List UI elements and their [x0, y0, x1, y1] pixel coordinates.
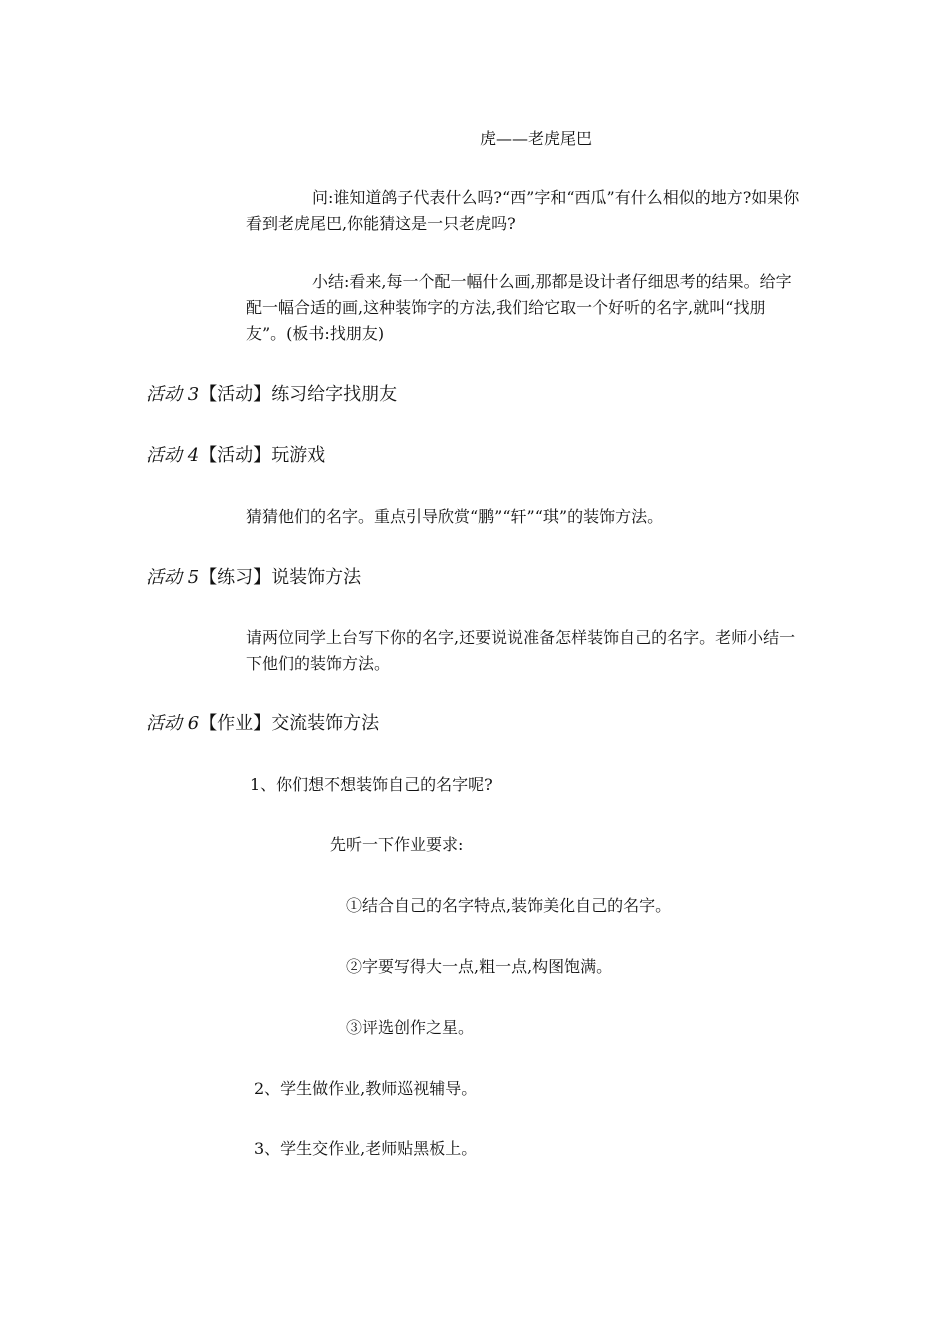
activity-3-title: 练习给字找朋友 [271, 384, 398, 405]
activity-6-prefix: 活动 6 [146, 713, 200, 734]
activity-6-tag: 【作业】 [199, 713, 272, 734]
activity-5-heading [146, 565, 361, 591]
page-top-line: 虎——老虎尾巴 [480, 129, 593, 148]
requirements-intro: 先听一下作业要求: [330, 835, 464, 854]
activity-3-prefix: 活动 3 [146, 384, 200, 405]
requirement-2: ②字要写得大一点,粗一点,构图饱满。 [346, 957, 613, 976]
activity-6-title: 交流装饰方法 [271, 713, 380, 734]
activity-4-text: 猜猜他们的名字。重点引导欣赏“鹏”“轩”“琪”的装饰方法。 [246, 507, 664, 526]
activity-5-text: 请两位同学上台写下你的名字,还要说说准备怎样装饰自己的名字。老师小结一下他们的装饰方法。 [246, 628, 796, 673]
requirement-1: ①结合自己的名字特点,装饰美化自己的名字。 [346, 896, 672, 915]
activity-3-heading [146, 382, 397, 408]
activity-4-title: 玩游戏 [271, 445, 326, 466]
summary-paragraph: 小结:看来,每一个配一幅什么画,那都是设计者仔细思考的结果。给字配一幅合适的画,这种装饰字的方法,我们给它取一个好听的名字,就叫“找朋友”。(板书:找朋友) [246, 272, 792, 343]
activity-6-heading [146, 711, 379, 737]
step-2-text: 2、学生做作业,教师巡视辅导。 [254, 1079, 478, 1098]
activity-3-tag: 【活动】 [199, 384, 272, 405]
question-paragraph: 问:谁知道鸽子代表什么吗?“西”字和“西瓜”有什么相似的地方?如果你看到老虎尾巴,你能猜这是一只老虎吗? [246, 188, 800, 233]
step-3-text: 3、学生交作业,老师贴黑板上。 [254, 1139, 478, 1158]
activity-5-prefix: 活动 5 [146, 567, 200, 588]
activity-4-heading [146, 443, 325, 469]
activity-5-title: 说装饰方法 [271, 567, 362, 588]
step-1-text: 1、你们想不想装饰自己的名字呢? [250, 775, 493, 794]
activity-5-tag: 【练习】 [199, 567, 272, 588]
activity-4-prefix: 活动 4 [146, 445, 200, 466]
activity-4-tag: 【活动】 [199, 445, 272, 466]
requirement-3: ③评选创作之星。 [346, 1018, 475, 1037]
